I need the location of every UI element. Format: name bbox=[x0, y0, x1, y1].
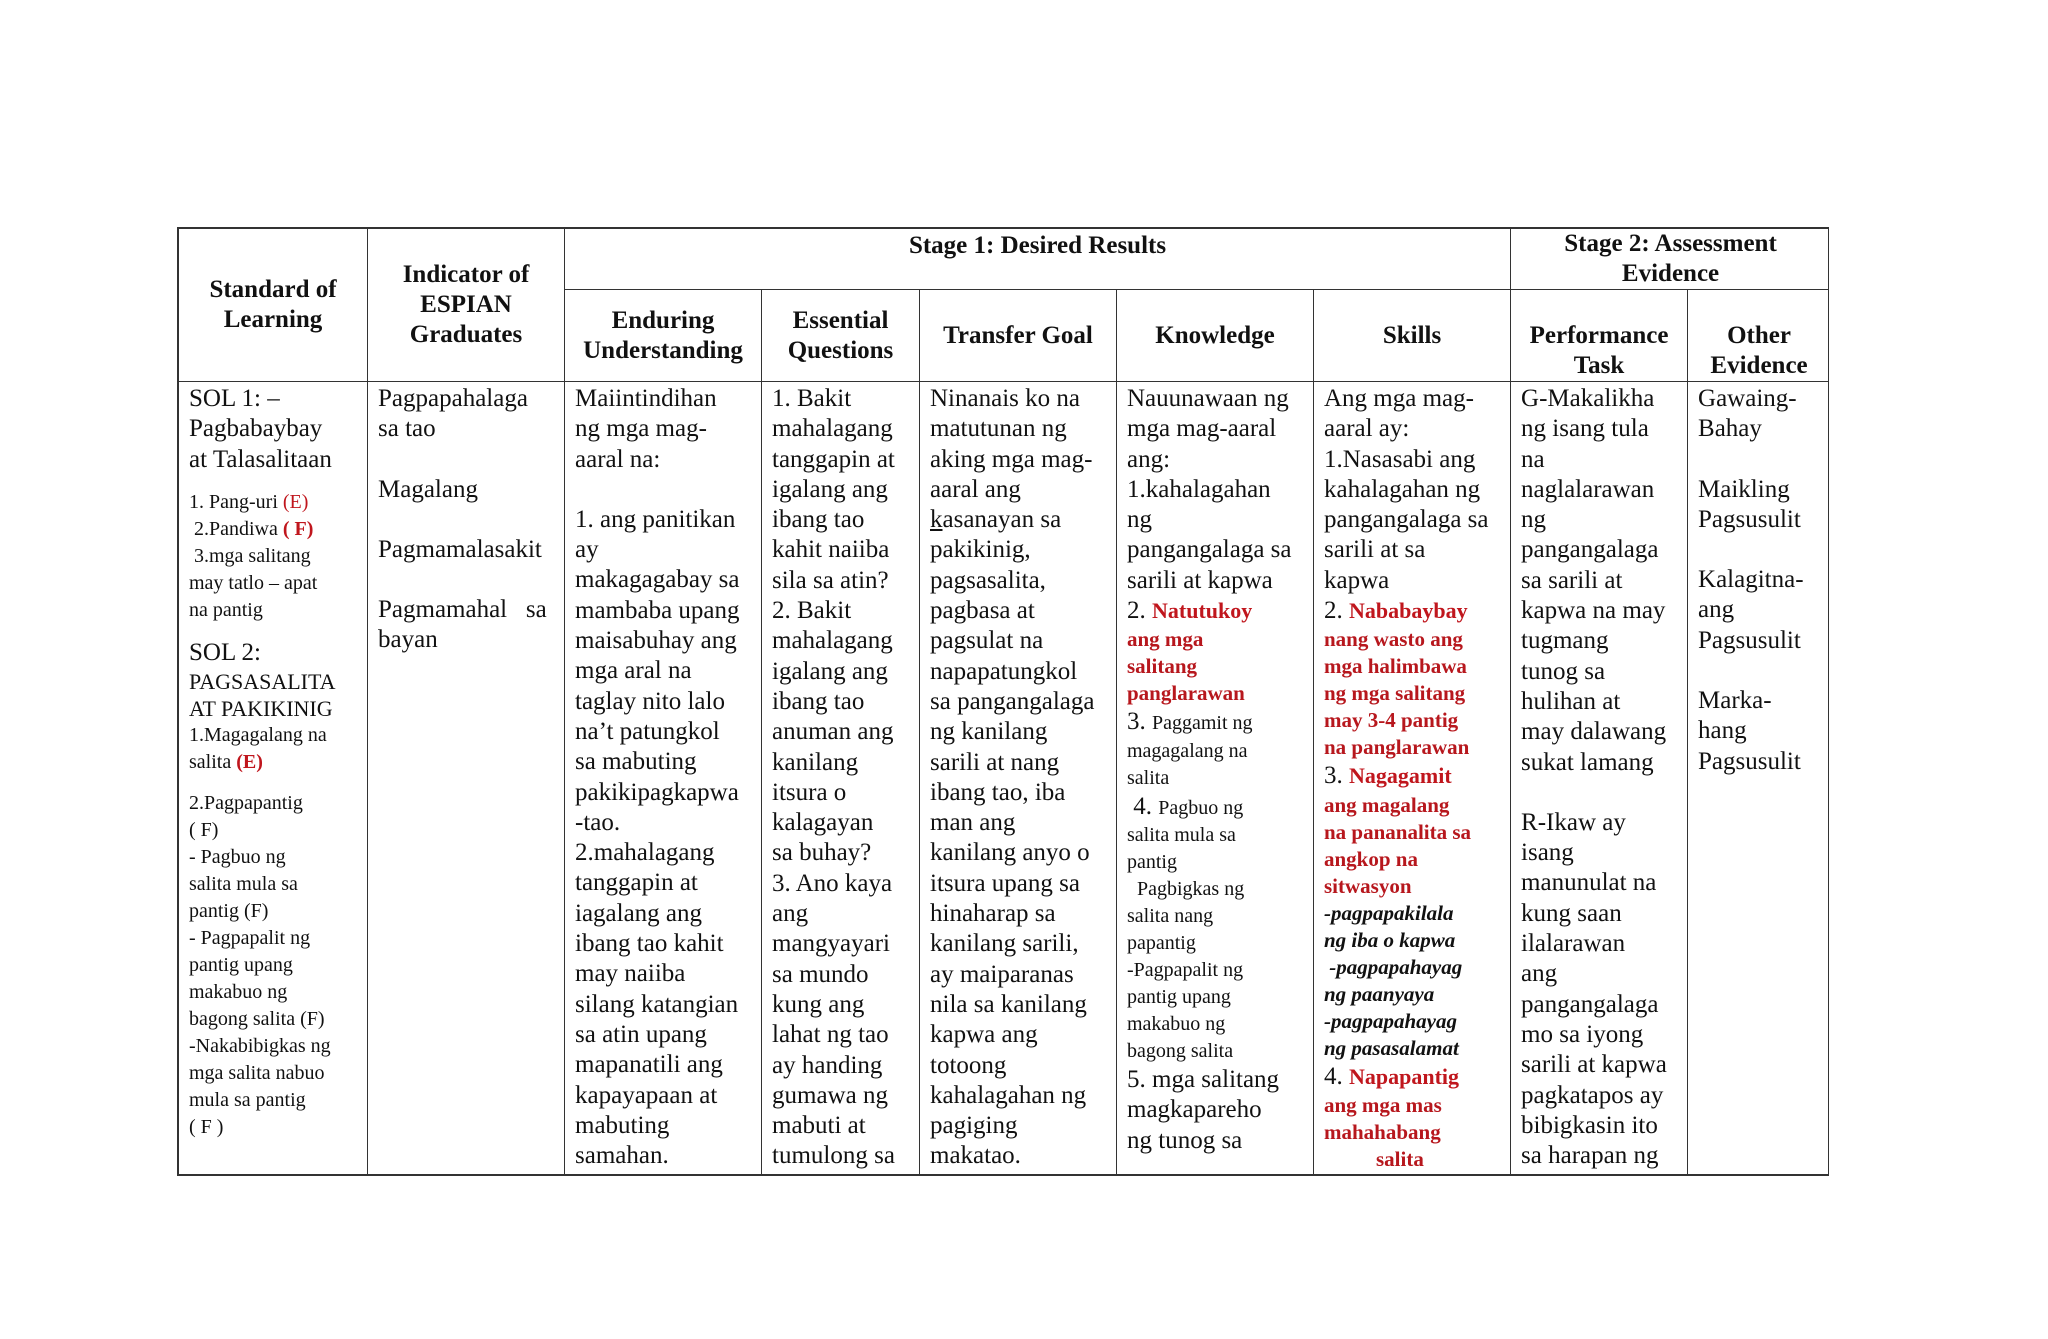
header-other: Other Evidence bbox=[1688, 290, 1829, 382]
sol1-item-2: 2.Pandiwa ( F) bbox=[194, 517, 314, 540]
cell-standard: SOL 1: – Pagbabaybay at Talasalitaan 1. Pang-uri (E) 2.Pandiwa ( F) 3.mga salitang may tatlo – apat na pantig SOL 2: PAGSASALITA AT PAKIKINIG 1.Magagalang na salita (E) 2.Pagpapantig ( F) - Pagbuo ng salita mula sa pantig (F) - Pagpapalit ng pantig upang makabuo ng bagong salita (F) -Nakabibigkas ng mga salita nabuo mula sa pantig ( F ) bbox=[179, 382, 368, 1175]
header-performance: Performance Task bbox=[1511, 290, 1688, 382]
header-knowledge: Knowledge bbox=[1117, 290, 1314, 382]
cell-skills: Ang mga mag- aaral ay: 1.Nasasabi ang kahalagahan ng pangangalaga sa sarili at sa kapwa 2. Nababaybay nang wasto ang mga halimbawa ng mga salitang may 3-4 pantig na panglarawan 3. Nagagamit ang magalang na pananalita sa angkop na sitwasyon -pagpapakilala ng iba o kapwa -pagpapahayag ng paanyaya -pagpapahayag ng pasasalamat 4. Napapantig ang mga mas mahahabang salita bbox=[1314, 382, 1511, 1175]
header-essential: Essential Questions bbox=[762, 290, 920, 382]
header-standard: Standard of Learning bbox=[179, 229, 368, 382]
header-transfer: Transfer Goal bbox=[920, 290, 1117, 382]
header-stage2: Stage 2: Assessment Evidence bbox=[1511, 229, 1829, 290]
sol1-item-1: 1. Pang-uri (E) bbox=[189, 490, 309, 513]
lesson-plan-table bbox=[177, 227, 1829, 1176]
cell-transfer: Ninanais ko na matutunan ng aking mga mag- aaral ang kasanayan sa pakikinig, pagsasalita, pagbasa at pagsulat na napapatungkol sa pangangalaga ng kanilang sarili at nang ibang tao, iba man ang kanilang anyo o itsura upang sa hinaharap sa kanilang sarili, ay maiparanas nila sa kanilang kapwa ang totoong kahalagahan ng pagiging makatao. bbox=[920, 382, 1117, 1175]
header-indicator: Indicator of ESPIAN Graduates bbox=[368, 229, 565, 382]
header-enduring: Enduring Understanding bbox=[565, 290, 762, 382]
cell-essential: 1. Bakit mahalagang tanggapin at igalang ang ibang tao kahit naiiba sila sa atin? 2. Bakit mahalagang igalang ang ibang tao anuman ang kanilang itsura o kalagayan sa buhay? 3. Ano kaya ang mangyayari sa mundo kung ang lahat ng tao ay handing gumawa ng mabuti at tumulong sa bbox=[762, 382, 920, 1175]
sol1-title: SOL 1: – bbox=[189, 385, 280, 412]
cell-indicator: Pagpapahalaga sa tao Magalang Pagmamalasakit Pagmamahal sa bayan bbox=[368, 382, 565, 1175]
curriculum-table bbox=[178, 228, 1829, 1175]
cell-knowledge: Nauunawaan ng mga mag-aaral ang: 1.kahalagahan ng pangangalaga sa sarili at kapwa 2. Natutukoy ang mga salitang panglarawan 3. Paggamit ng magagalang na salita 4. Pagbuo ng salita mula sa pantig Pagbigkas ng salita nang papantig -Pagpapalit ng pantig upang makabuo ng bagong salita 5. mga salitang magkapareho ng tunog sa bbox=[1117, 382, 1314, 1175]
cell-other: Gawaing- Bahay Maikling Pagsusulit Kalagitna- ang Pagsusulit Marka- hang Pagsusulit bbox=[1688, 382, 1829, 1175]
header-skills: Skills bbox=[1314, 290, 1511, 382]
header-stage1: Stage 1: Desired Results bbox=[565, 229, 1511, 290]
cell-enduring: Maiintindihan ng mga mag- aaral na: 1. ang panitikan ay makagagabay sa mambaba upang maisabuhay ang mga aral na taglay nito lalo na’t patungkol sa mabuting pakikipagkapwa -tao. 2.mahalagang tanggapin at iagalang ang ibang tao kahit may naiiba silang katangian sa atin upang mapanatili ang kapayapaan at mabuting samahan. bbox=[565, 382, 762, 1175]
cell-performance: G-Makalikha ng isang tula na naglalarawan ng pangangalaga sa sarili at kapwa na may tugmang tunog sa hulihan at may dalawang sukat lamang R-Ikaw ay isang manunulat na kung saan ilalarawan ang pangangalaga mo sa iyong sarili at kapwa pagkatapos ay bibigkasin ito sa harapan ng bbox=[1511, 382, 1688, 1175]
sol2-title: SOL 2: bbox=[189, 638, 261, 666]
